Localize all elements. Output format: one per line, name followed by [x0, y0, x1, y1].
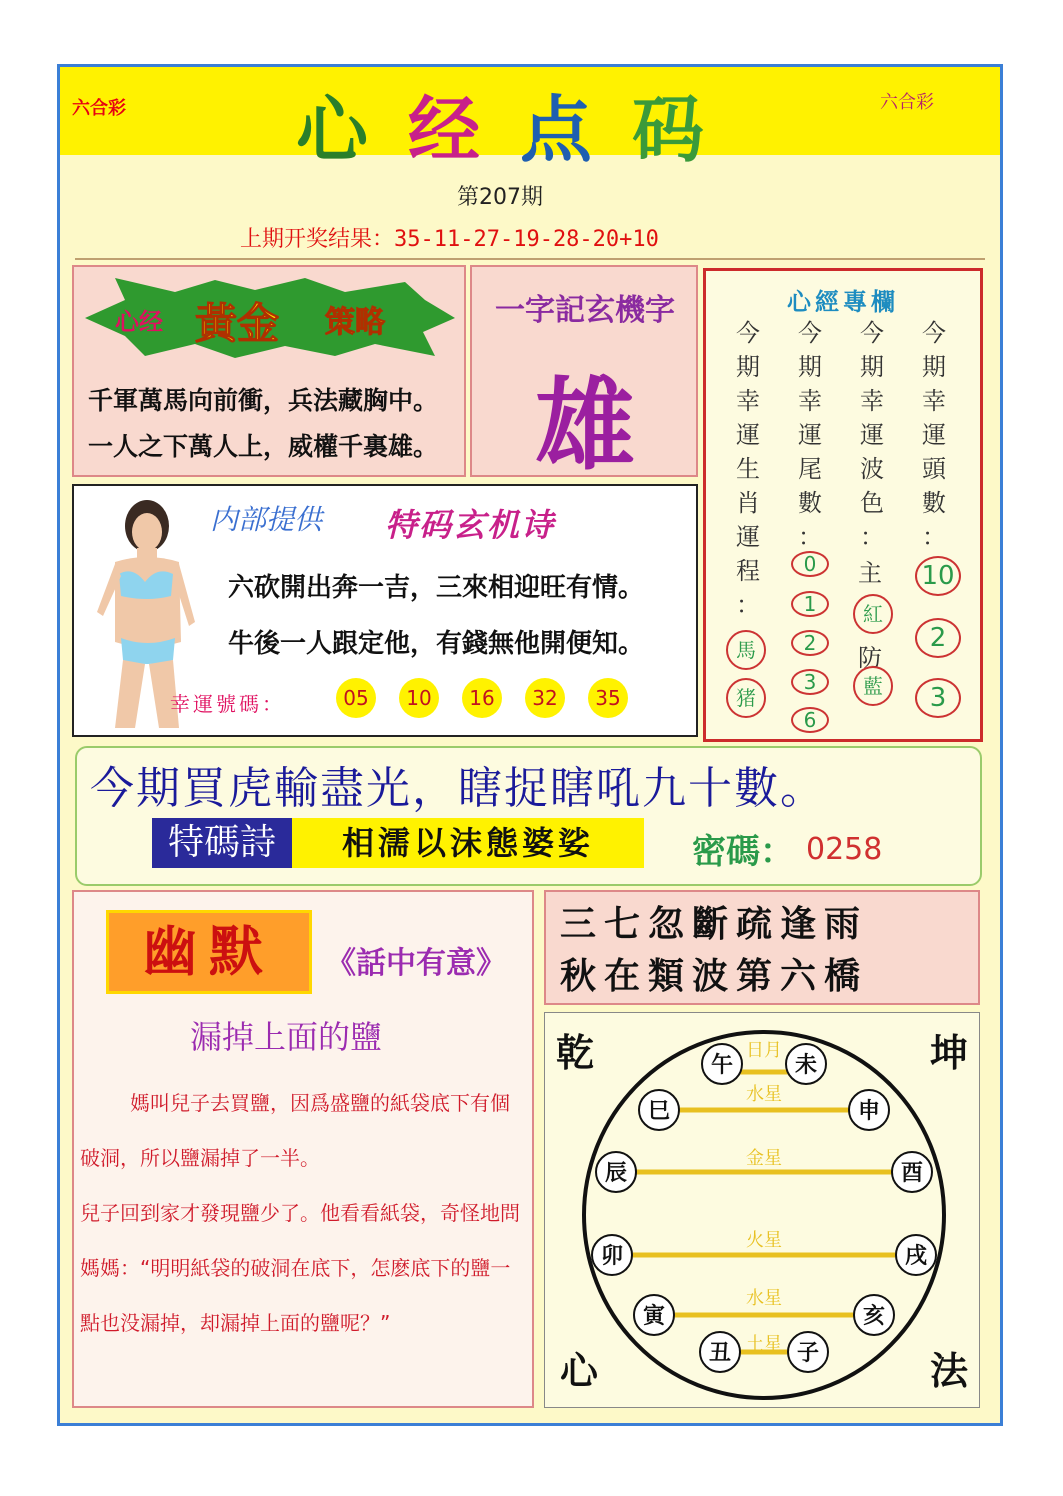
lucky-number: 32	[525, 678, 565, 718]
main-title: 心经点码	[295, 87, 745, 172]
lucky-numbers-label: 幸運號碼：	[170, 692, 285, 716]
tail-column: 今 期 幸 運 尾 數 ：	[798, 319, 822, 551]
humor-title: 漏掉上面的鹽	[190, 1018, 383, 1056]
planet-label: 日月	[746, 1040, 782, 1061]
branch-label: 未	[794, 1053, 818, 1078]
golden-poem	[88, 378, 468, 470]
head-badge: 3	[915, 678, 961, 718]
corner-qian: 乾	[556, 1030, 595, 1075]
lucky-number: 05	[336, 678, 376, 718]
corner-fa: 法	[930, 1348, 969, 1393]
special-poem-label: 特碼詩	[152, 818, 292, 868]
branch-label: 午	[710, 1053, 734, 1078]
tail-badge: 1	[791, 591, 829, 617]
head-column: 今 期 幸 運 頭 數 ：	[922, 319, 946, 551]
humor-logo: 幽默	[106, 910, 312, 994]
internal-heading: 内部提供	[210, 503, 323, 536]
last-result: 上期开奖结果：35-11-27-19-28-20+10	[240, 227, 659, 252]
corner-kun: 坤	[930, 1030, 969, 1075]
branch-label: 寅	[642, 1304, 666, 1329]
verse-line-2: 秋在類波第六橋	[560, 955, 869, 997]
branch-label: 酉	[900, 1161, 924, 1186]
edge-mask	[1003, 120, 1063, 180]
branch-label: 申	[857, 1099, 881, 1124]
wave-main-label: 主	[858, 559, 882, 587]
logo-left: 六合彩	[72, 98, 126, 119]
banner-text-3: 策略	[325, 305, 385, 340]
lucky-number: 16	[462, 678, 502, 718]
planet-label: 水星	[746, 1288, 782, 1309]
branch-label: 子	[796, 1341, 820, 1366]
branch-label: 丑	[708, 1341, 732, 1366]
green-star-banner	[85, 278, 455, 358]
head-badge: 10	[915, 556, 961, 596]
zodiac-badge: 猪	[726, 678, 766, 718]
tiger-line: 今期買虎輸盡光，瞎捉瞎吼九十數。	[90, 763, 826, 814]
branch-label: 卯	[600, 1244, 624, 1269]
zodiac-column: 今 期 幸 運 生 肖 運 程 ：	[736, 319, 760, 619]
humor-subtitle: 《話中有意》	[326, 946, 506, 981]
wave-column: 今 期 幸 運 波 色 ：	[860, 319, 884, 551]
branch-label: 巳	[647, 1099, 671, 1124]
verse-line-1: 三七忽斷疏逢雨	[560, 903, 869, 945]
mystic-poem-line-1: 六砍開出奔一吉，三來相迎旺有情。	[228, 573, 645, 603]
humor-text	[80, 1076, 525, 1351]
banner-text-1: 心经	[115, 308, 163, 336]
mystic-poem	[228, 560, 698, 672]
wave-main-badge: 紅	[853, 594, 893, 634]
zodiac-wheel	[544, 1012, 980, 1408]
tail-badge: 0	[791, 551, 829, 577]
planet-label: 水星	[746, 1084, 782, 1105]
lucky-number: 10	[399, 678, 439, 718]
planet-label: 土星	[746, 1334, 782, 1355]
tail-badge: 6	[791, 707, 829, 733]
golden-line-1: 千軍萬馬向前衝，兵法藏胸中。	[88, 386, 439, 415]
heart-column-title: 心經專欄	[787, 288, 899, 316]
corner-xin: 心	[560, 1348, 599, 1393]
one-char-title: 一字記玄機字	[495, 293, 675, 328]
one-char: 雄	[535, 366, 635, 484]
special-poem: 相濡以沫態婆娑	[292, 818, 644, 868]
issue-number: 第207期	[457, 185, 543, 210]
tail-badge: 2	[791, 630, 829, 656]
branch-label: 亥	[862, 1304, 886, 1329]
zodiac-badge: 馬	[726, 630, 766, 670]
planet-label: 金星	[746, 1148, 782, 1169]
mystic-poem-heading: 特码玄机诗	[385, 506, 556, 544]
head-badge: 2	[915, 618, 961, 658]
banner-text-2: 黃金	[195, 299, 280, 348]
mystic-poem-line-2: 牛後一人跟定他，有錢無他開便知。	[228, 629, 645, 659]
logo-right: 六合彩	[880, 92, 934, 113]
password-value: 0258	[806, 832, 883, 867]
lucky-number: 35	[588, 678, 628, 718]
wave-guard-label: 防	[858, 644, 882, 672]
golden-line-2: 一人之下萬人上，威權千裏雄。	[88, 432, 439, 461]
verse	[560, 898, 970, 1002]
wave-guard-badge: 藍	[853, 666, 893, 706]
tail-badge: 3	[791, 669, 829, 695]
branch-label: 戌	[904, 1244, 928, 1269]
divider	[75, 258, 985, 260]
humor-paragraph-2: 兒子回到家才發現鹽少了。他看看紙袋，奇怪地問媽媽：“明明紙袋的破洞在底下，怎麽底下的鹽一點也没漏掉，却漏掉上面的鹽呢？”	[80, 1201, 520, 1335]
planet-label: 火星	[746, 1230, 782, 1251]
humor-paragraph-1: 媽叫兒子去買鹽，因爲盛鹽的紙袋底下有個破洞，所以鹽漏掉了一半。	[80, 1091, 510, 1170]
password-label: 密碼：	[692, 832, 794, 872]
branch-label: 辰	[604, 1161, 628, 1186]
